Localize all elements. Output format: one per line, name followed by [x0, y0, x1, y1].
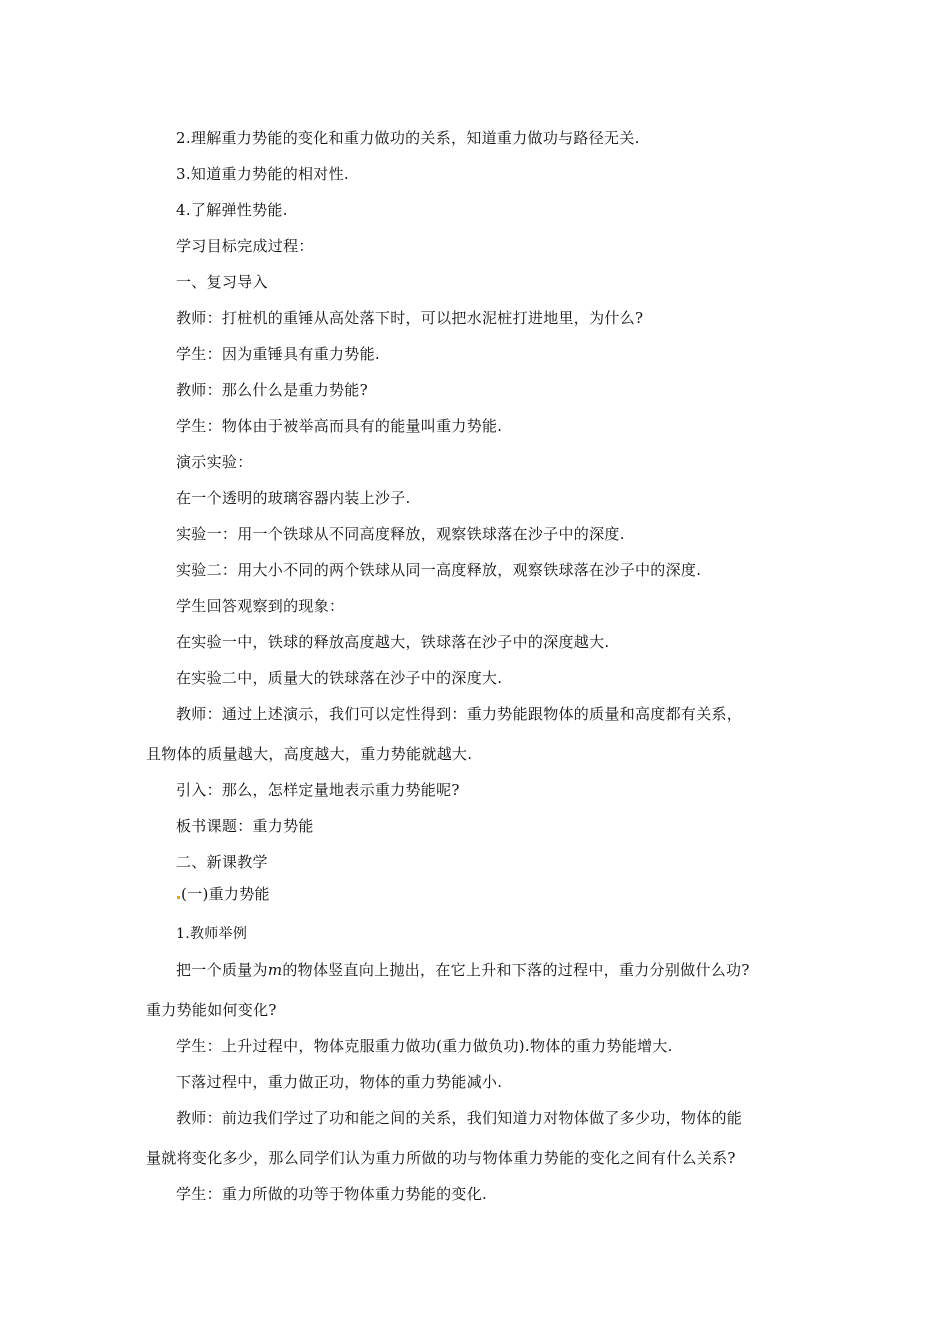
- teacher-question-2: 教师：那么什么是重力势能?: [176, 381, 368, 399]
- teacher-example-heading: 1.教师举例: [176, 926, 248, 942]
- example-line-2: 重力势能如何变化?: [146, 1001, 277, 1019]
- experiment-1: 实验一：用一个铁球从不同高度释放，观察铁球落在沙子中的深度.: [176, 525, 625, 543]
- process-heading: 学习目标完成过程：: [176, 237, 314, 255]
- teacher-conclusion-line-2: 且物体的质量越大，高度越大，重力势能就越大.: [146, 745, 473, 763]
- objective-3: 3.知道重力势能的相对性.: [176, 165, 349, 183]
- teacher-question-1: 教师：打桩机的重锤从高处落下时，可以把水泥桩打进地里，为什么?: [176, 309, 644, 327]
- student-answer-3: 学生：上升过程中，物体克服重力做功(重力做负功).物体的重力势能增大.: [176, 1037, 673, 1055]
- student-observation-heading: 学生回答观察到的现象：: [176, 597, 345, 615]
- mass-variable: m: [267, 961, 283, 979]
- objective-4: 4.了解弹性势能.: [176, 201, 288, 219]
- demo-heading: 演示实验：: [176, 453, 253, 471]
- experiment-2: 实验二：用大小不同的两个铁球从同一高度释放，观察铁球落在沙子中的深度.: [176, 561, 702, 579]
- section-review: 一、复习导入: [176, 273, 268, 291]
- section-new-lesson: 二、新课教学: [176, 853, 268, 871]
- example-line-1: [176, 960, 750, 980]
- observation-1: 在实验一中，铁球的释放高度越大，铁球落在沙子中的深度越大.: [176, 633, 610, 651]
- teacher-statement-line-2: 量就将变化多少，那么同学们认为重力所做的功与物体重力势能的变化之间有什么关系?: [146, 1149, 736, 1167]
- student-answer-4: 下落过程中，重力做正功，物体的重力势能减小.: [176, 1073, 503, 1091]
- objective-2: 2.理解重力势能的变化和重力做功的关系，知道重力做功与路径无关.: [176, 129, 640, 147]
- highlight-mark: [177, 896, 180, 899]
- student-answer-5: 学生：重力所做的功等于物体重力势能的变化.: [176, 1185, 488, 1203]
- teacher-conclusion-line-1: 教师：通过上述演示，我们可以定性得到：重力势能跟物体的质量和高度都有关系，: [176, 705, 743, 723]
- subsection-label: (一)重力势能: [181, 885, 270, 903]
- intro-question: 引入：那么，怎样定量地表示重力势能呢?: [176, 781, 460, 799]
- subsection-gravity-pe: [176, 884, 270, 904]
- teacher-statement-line-1: 教师：前边我们学过了功和能之间的关系，我们知道力对物体做了多少功，物体的能: [176, 1109, 743, 1127]
- student-answer-1: 学生：因为重锤具有重力势能.: [176, 345, 380, 363]
- student-answer-2: 学生：物体由于被举高而具有的能量叫重力势能.: [176, 417, 503, 435]
- example-text-b: 的物体竖直向上抛出，在它上升和下落的过程中，重力分别做什么功?: [282, 961, 750, 979]
- observation-2: 在实验二中，质量大的铁球落在沙子中的深度大.: [176, 669, 503, 687]
- demo-setup: 在一个透明的玻璃容器内装上沙子.: [176, 489, 411, 507]
- board-title: 板书课题：重力势能: [176, 817, 314, 835]
- example-text-a: 把一个质量为: [176, 961, 268, 979]
